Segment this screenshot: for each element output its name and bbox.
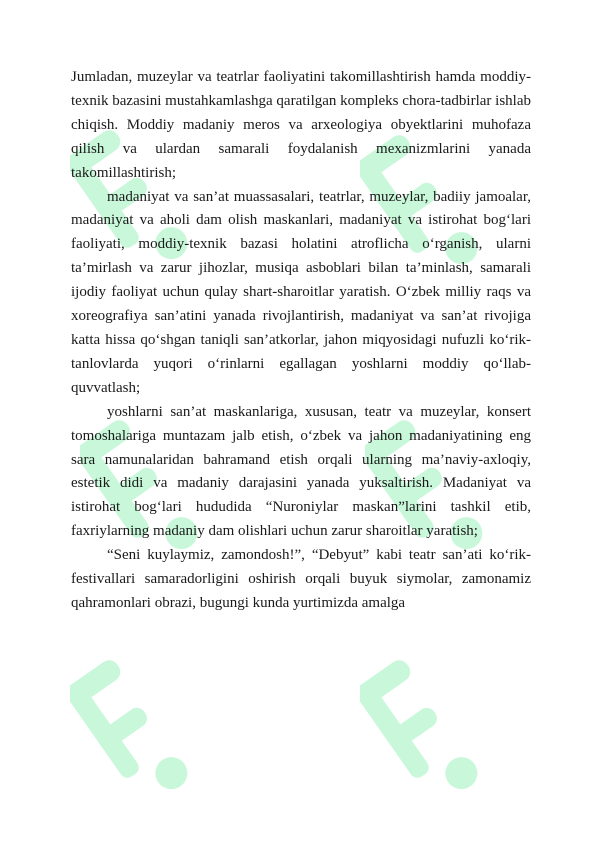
paragraph-1: Jumladan, muzeylar va teatrlar faoliyatini takomillashtirish hamda moddiy-texnik bazasini mustahkamlashga qaratilgan kompleks chora-tadbirlar ishlab chiqish. Moddiy madaniy meros va arxeologiya obyektlarini muhofaza qilish va ulardan samarali foydalanish mexanizmlarini yanada takomillashtirish;: [71, 69, 531, 181]
paragraph-3: yoshlarni san’at maskanlariga, xususan, teatr va muzeylar, konsert tomoshalariga muntazam jalb etish, o‘zbek va jahon madaniyatining eng sara namunalaridan bahramand etish orqali ularning ma’naviy-axloqiy, estetik didi va madaniy darajasini yanada yuksaltirish. Madaniyat va istirohat bog‘lari hududida “Nuroniylar maskan”larini tashkil etib, faxriylarning madaniy dam olishlari uchun zarur sharoitlar yaratish;: [71, 403, 531, 540]
watermark-logo-icon: [70, 640, 190, 830]
paragraph-2: madaniyat va san’at muassasalari, teatrlar, muzeylar, badiiy jamoalar, madaniyat va aholi dam olish maskanlari, madaniyat va istirohat bog‘lari faoliyati, moddiy-texnik bazasi holatini atroflicha o‘rganish, ularni ta’mirlash va zarur jihozlar, musiqa asboblari bilan ta’minlash, samarali ijodiy faoliyat uchun qulay shart-sharoitlar yaratish. O‘zbek milliy raqs va xoreografiya san’atini yanada rivojlantirish, madaniyat va san’at rivojiga katta hissa qo‘shgan taniqli san’atkorlar, jahon miqyosidagi nufuzli ko‘rik-tanlovlarda yuqori o‘rinlarni egallagan yoshlarni moddiy qo‘llab-quvvatlash;: [71, 188, 531, 396]
watermark-logo-icon: [360, 640, 480, 830]
body-text: [71, 66, 531, 616]
paragraph-4: “Seni kuylaymiz, zamondosh!”, “Debyut” kabi teatr san’ati ko‘rik-festivallari samaradorligini oshirish orqali buyuk siymolar, zamonamiz qahramonlari obrazi, bugungi kunda yurtimizda amalga: [71, 547, 531, 611]
